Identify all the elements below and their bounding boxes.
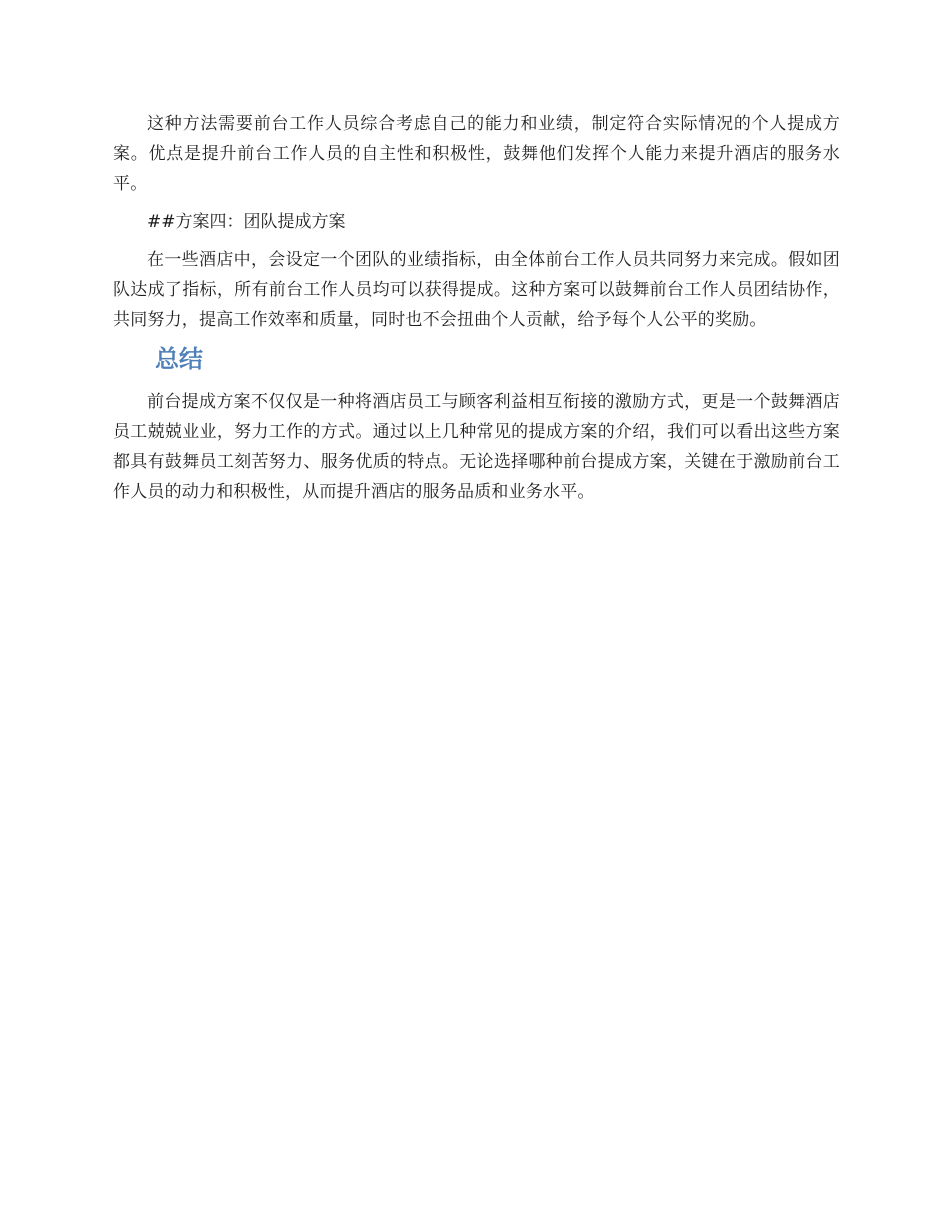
subheading-team-commission: ##方案四：团队提成方案 [147,212,346,232]
paragraph-summary: 前台提成方案不仅仅是一种将酒店员工与顾客利益相互衔接的激励方式，更是一个鼓舞酒店员工兢兢业业，努力工作的方式。通过以上几种常见的提成方案的介绍，我们可以看出这些方案都具有鼓舞员工刻苦努力、服务优质的特点。无论选择哪种前台提成方案，关键在于激励前台工作人员的动力和积极性，从而提升酒店的服务品质和业务水平。 [113,392,840,502]
document-body [113,109,840,507]
section-title-summary: 总结 [155,345,203,373]
paragraph-team-commission: 在一些酒店中，会设定一个团队的业绩指标，由全体前台工作人员共同努力来完成。假如团队达成了指标，所有前台工作人员均可以获得提成。这种方案可以鼓舞前台工作人员团结协作，共同努力，提高工作效率和质量，同时也不会扭曲个人贡献，给予每个人公平的奖励。 [113,250,840,330]
paragraph-personal-commission: 这种方法需要前台工作人员综合考虑自己的能力和业绩，制定符合实际情况的个人提成方案。优点是提升前台工作人员的自主性和积极性，鼓舞他们发挥个人能力来提升酒店的服务水平。 [113,114,840,194]
